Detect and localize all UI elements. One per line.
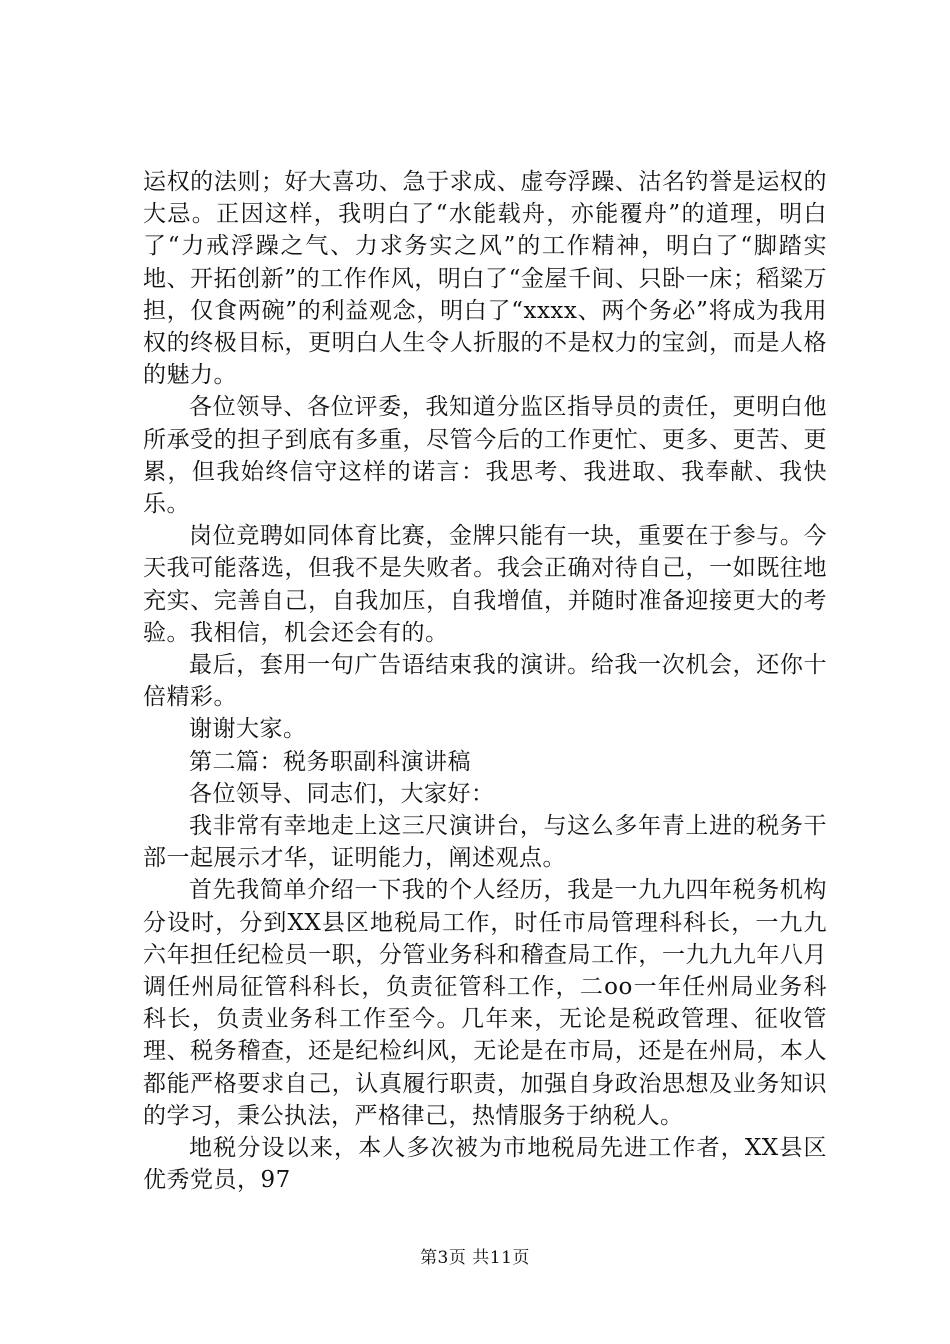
paragraph-5: 谢谢大家。 <box>189 716 307 743</box>
section-heading: 第二篇：税务职副科演讲稿 <box>189 748 471 775</box>
paragraph-4: 最后，套用一句广告语结束我的演讲。给我一次机会，还你十倍精彩。 <box>143 652 827 711</box>
salutation: 各位领导、同志们，大家好： <box>189 780 495 807</box>
page-footer: 第3页 共11页 <box>420 1248 530 1268</box>
paragraph-2: 各位领导、各位评委，我知道分监区指导员的责任，更明白他所承受的担子到底有多重，尽管今后的工作更忙、更多、更苦、更累，但我始终信守这样的诺言：我思考、我进取、我奉献、我快乐。 <box>143 394 827 518</box>
paragraph-10: 地税分设以来，本人多次被为市地税局先进工作者，XX县区优秀党员，97 <box>143 1135 827 1194</box>
paragraph-9: 首先我简单介绍一下我的个人经历，我是一九九四年税务机构分设时，分到XX县区地税局工作，时任市局管理科科长，一九九六年担任纪检员一职，分管业务科和稽查局工作，一九九九年八月调任州局征管科科长，负责征管科工作，二oo一年任州局业务科科长，负责业务科工作至今。几年来，无论是税政管理、征收管理、税务稽查，还是纪检纠风，无论是在市局，还是在州局，本人都能严格要求自己，认真履行职责，加强自身政治思想及业务知识的学习，秉公执法，严格律己，热情服务于纳税人。 <box>143 877 827 1129</box>
document-body <box>143 166 827 1197</box>
paragraph-8: 我非常有幸地走上这三尺演讲台，与这么多年青上进的税务干部一起展示才华，证明能力，阐述观点。 <box>143 813 827 872</box>
paragraph-1: 运权的法则；好大喜功、急于求成、虚夸浮躁、沽名钓誉是运权的大忌。正因这样，我明白了“水能载舟，亦能覆舟”的道理，明白了“力戒浮躁之气、力求务实之风”的工作精神，明白了“脚踏实地、开拓创新”的工作作风，明白了“金屋千间、只卧一床；稻粱万担，仅食两碗”的利益观念，明白了“xxxx、两个务必”将成为我用权的终极目标，更明白人生令人折服的不是权力的宝剑，而是人格的魅力。 <box>143 169 827 389</box>
paragraph-3: 岗位竞聘如同体育比赛，金牌只能有一块，重要在于参与。今天我可能落选，但我不是失败者。我会正确对待自己，一如既往地充实、完善自己，自我加压，自我增值，并随时准备迎接更大的考验。我相信，机会还会有的。 <box>143 523 827 646</box>
